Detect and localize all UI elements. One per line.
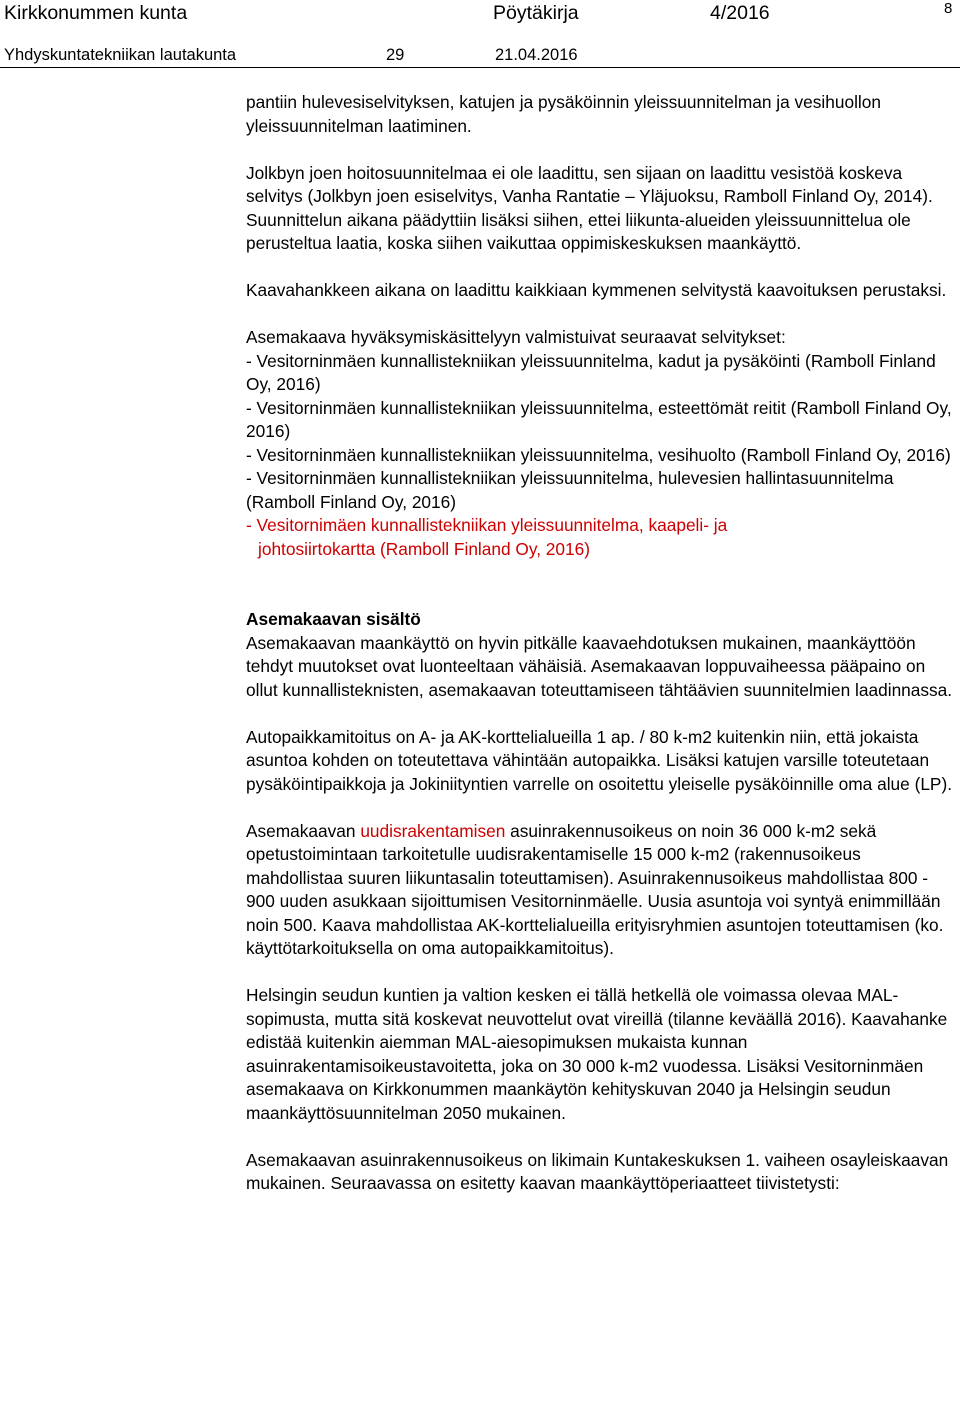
section-number: 29 bbox=[386, 46, 405, 64]
document-type: Pöytäkirja bbox=[493, 2, 579, 24]
study-item-4: - Vesitorninmäen kunnallistekniikan yleissuunnitelma, hulevesien hallintasuunnitelma (Ramboll Finland Oy, 2016) bbox=[246, 468, 894, 512]
paragraph-6: Autopaikkamitoitus on A- ja AK-korttelialueilla 1 ap. / 80 k-m2 kuitenkin niin, että jokaista asuntoa kohden on toteutettava vähintään autopaikka. Lisäksi katujen varsille toteutetaan pysäköintipaikkoja ja Jokiniityntien varrelle on osoitettu yleiselle pysäköinnille oma alue (LP). bbox=[246, 726, 953, 794]
study-item-5-line2: johtosiirtokartta (Ramboll Finland Oy, 2016) bbox=[258, 538, 591, 559]
section-heading: Asemakaavan sisältö bbox=[246, 609, 421, 629]
study-item-3: - Vesitorninmäen kunnallistekniikan yleissuunnitelma, vesihuolto (Ramboll Finland Oy, 2016) bbox=[246, 444, 951, 465]
paragraph-7-start: Asemakaavan bbox=[246, 820, 361, 841]
paragraph-5: Asemakaavan maankäyttö on hyvin pitkälle kaavaehdotuksen mukainen, maankäyttöön tehdyt muutokset ovat luonteeltaan vähäisiä. Asemakaavan loppuvaiheessa pääpaino on ollut kunnallisteknisten, asemakaavan toteuttamiseen tähtäävien suunnitelmien laadinnassa. bbox=[246, 632, 953, 700]
paragraph-8: Helsingin seudun kuntien ja valtion kesken ei tällä hetkellä ole voimassa olevaa MAL-sopimusta, mutta sitä koskevat neuvottelut ovat vireillä (tilanne keväällä 2016). Kaavahanke edistää kuitenkin aiemman MAL-aiesopimuksen mukaista kunnan asuinrakentamisoikeustavoitetta, joka on 30 000 k-m2 vuodessa. Lisäksi Vesitorninmäen asemakaava on Kirkkonummen maankäytön kehityskuvan 2040 ja Helsingin seudun maankäyttösuunnitelman 2050 mukainen. bbox=[246, 985, 948, 1123]
studies-intro: Asemakaava hyväksymiskäsittelyyn valmistuivat seuraavat selvitykset: bbox=[246, 327, 786, 347]
page-number: 8 bbox=[944, 0, 953, 17]
document-header-top bbox=[0, 0, 960, 30]
committee-name: Yhdyskuntatekniikan lautakunta bbox=[4, 46, 237, 64]
study-item-5-line1: - Vesitornimäen kunnallistekniikan yleissuunnitelma, kaapeli- ja bbox=[246, 515, 728, 535]
paragraph-3: Kaavahankkeen aikana on laadittu kaikkiaan kymmenen selvitystä kaavoituksen perustaksi. bbox=[246, 280, 947, 300]
header-divider bbox=[0, 67, 960, 68]
issue-number: 4/2016 bbox=[710, 2, 770, 24]
paragraph-1: pantiin hulevesiselvityksen, katujen ja pysäköinnin yleissuunnitelman ja vesihuollon yleissuunnitelman laatiminen. bbox=[246, 92, 881, 136]
meeting-date: 21.04.2016 bbox=[495, 46, 578, 64]
paragraph-7-rest: asuinrakennusoikeus on noin 36 000 k-m2 sekä opetustoimintaan tarkoitetulle uudisrakentamiselle 15 000 k-m2 (rakennusoikeus mahdollistaa suuren liikuntasalin toteuttamisen). Asuinrakennusoikeus mahdollistaa 800 - 900 uuden asukkaan sijoittumisen Vesitorninmäelle. Uusia asuntoja voi syntyä enimmillään noin 500. Kaava mahdollistaa AK-korttelialueilla erityisryhmien asuntojen toteuttamisen (ko. käyttötarkoituksella on oma autopaikkamitoitus). bbox=[246, 820, 944, 958]
document-body bbox=[246, 91, 960, 1196]
highlighted-term: uudisrakentamisen bbox=[360, 820, 506, 841]
study-item-2: - Vesitorninmäen kunnallistekniikan yleissuunnitelma, esteettömät reitit (Ramboll Finland Oy, 2016) bbox=[246, 397, 952, 441]
paragraph-7 bbox=[246, 820, 960, 961]
study-item-1: - Vesitorninmäen kunnallistekniikan yleissuunnitelma, kadut ja pysäköinti (Ramboll Finland Oy, 2016) bbox=[246, 350, 936, 394]
paragraph-2: Jolkbyn joen hoitosuunnitelmaa ei ole laadittu, sen sijaan on laadittu vesistöä koskeva selvitys (Jolkbyn joen esiselvitys, Vanha Rantatie – Yläjuoksu, Ramboll Finland Oy, 2014). Suunnittelun aikana päädyttiin lisäksi siihen, ettei liikunta-alueiden yleissuunnittelua ole perusteltua laatia, koska siihen vaikuttaa oppimiskeskuksen maankäyttö. bbox=[246, 162, 933, 253]
municipality-name: Kirkkonummen kunta bbox=[4, 2, 188, 24]
paragraph-9: Asemakaavan asuinrakennusoikeus on likimain Kuntakeskuksen 1. vaiheen osayleiskaavan mukainen. Seuraavassa on esitetty kaavan maankäyttöperiaatteet tiivistetysti: bbox=[246, 1149, 949, 1193]
document-header-bottom bbox=[0, 44, 960, 68]
